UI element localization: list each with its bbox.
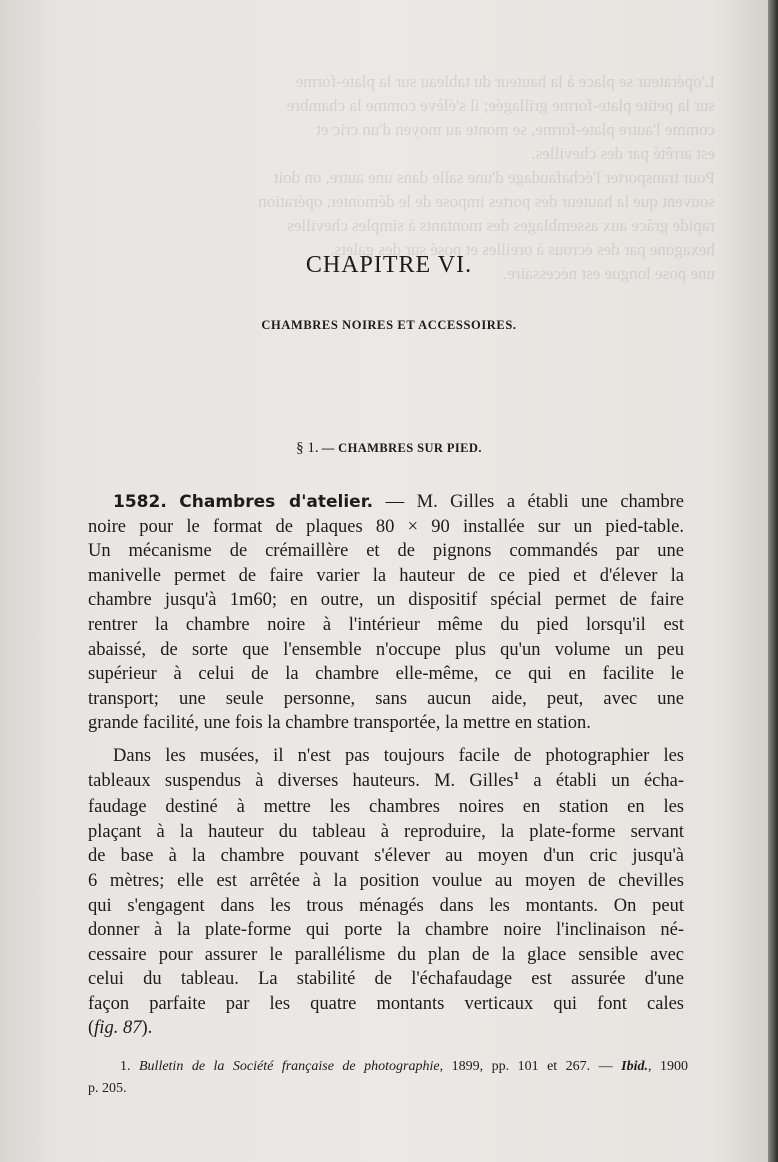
figure-reference-line xyxy=(88,1016,684,1041)
text-segment: tableaux suspendus à diverses hauteurs. M. Gilles xyxy=(88,770,514,791)
footnote-details: , 1899, pp. 101 et 267. — xyxy=(439,1059,622,1074)
bleed-line: est arrêté par des chevilles. xyxy=(531,144,715,163)
bleed-line: Pour transporter l'échafaudage d'une salle dans une autre, on doit xyxy=(273,168,715,187)
text-line: abaissé, de sorte que l'ensemble n'occupe plus qu'un volume un peu xyxy=(88,639,684,660)
paragraph-number: 1582. xyxy=(113,492,167,512)
body-text xyxy=(88,490,684,1041)
text-line: 6 mètres; elle est arrêtée à la position voulue au moyen de chevilles xyxy=(88,870,684,891)
bleed-line: souvent que la hauteur des portes impose de le démonter, opération xyxy=(258,192,715,211)
text-line: plaçant à la hauteur du tableau à reproduire, la plate-forme servant xyxy=(88,821,684,842)
paragraph-heading-line xyxy=(88,490,684,515)
footnote-page: p. 205. xyxy=(88,1081,127,1096)
text-line: chambre jusqu'à 1m60; en outre, un dispositif spécial permet de faire xyxy=(88,590,684,611)
section-heading xyxy=(0,440,778,457)
text-line: rentrer la chambre noire à l'intérieur même du pied lorsqu'il est xyxy=(88,614,684,635)
text-line: façon parfaite par les quatre montants verticaux qui font cales xyxy=(88,993,684,1014)
section-number: § 1. xyxy=(296,440,319,456)
text-segment: a établi un écha- xyxy=(519,770,684,791)
text-line: grande facilité, une fois la chambre transportée, la mettre en station. xyxy=(88,713,591,734)
section-title: — CHAMBRES SUR PIED. xyxy=(321,441,482,455)
footnote-line xyxy=(88,1056,688,1078)
text-line: Un mécanisme de crémaillère et de pignons commandés par une xyxy=(88,541,684,562)
text-segment: — M. Gilles a établi une chambre xyxy=(385,492,685,512)
bleed-line: rapide grâce aux assemblages des montants à simples chevilles xyxy=(287,216,715,235)
footnote xyxy=(88,1056,688,1100)
chapter-subtitle: CHAMBRES NOIRES ET ACCESSOIRES. xyxy=(261,318,517,332)
paragraph-title: Chambres d'atelier. xyxy=(179,492,374,512)
bleed-line: une pose longue est nécessaire. xyxy=(503,264,715,283)
bleed-line: hexagone par des écrous à oreilles et posé sur des galets. xyxy=(330,240,715,259)
text-line: Dans les musées, il n'est pas toujours facile de photographier les xyxy=(113,745,684,766)
figure-reference[interactable]: fig. 87 xyxy=(94,1018,142,1039)
paren-open: ( xyxy=(88,1018,95,1039)
bleed-line: L'opérateur se place à la hauteur du tableau sur la plate-forme xyxy=(295,72,715,91)
paren-close: ). xyxy=(141,1018,153,1039)
text-line: qui s'engagent dans les trous ménagés dans les montants. On peut xyxy=(88,895,684,916)
bleed-line: sur la petite plate-forme grillagée; il s'élève comme la chambre xyxy=(286,96,715,115)
text-line: noire pour le format de plaques 80 × 90 installée sur un pied-table. xyxy=(88,516,684,537)
text-line: donner à la plate-forme qui porte la chambre noire l'inclinaison né- xyxy=(88,920,684,941)
bleed-line: comme l'autre plate-forme, se monte au moyen d'un cric et xyxy=(316,120,715,139)
book-spine-edge xyxy=(768,0,778,1162)
text-line: manivelle permet de faire varier la hauteur de ce pied et d'élever la xyxy=(88,565,684,586)
text-line: de base à la chambre pouvant s'élever au moyen d'un cric jusqu'à xyxy=(88,846,684,867)
text-line: cessaire pour assurer le parallélisme du plan de la glace sensible avec xyxy=(88,944,684,965)
text-line: supérieur à celui de la chambre elle-même, ce qui en facilite le xyxy=(88,664,684,685)
footnote-number: 1. xyxy=(120,1059,131,1074)
paragraph-gap xyxy=(88,736,684,744)
text-line-with-note xyxy=(88,769,684,796)
text-line: celui du tableau. La stabilité de l'échafaudage est assurée d'une xyxy=(88,969,684,990)
text-line: faudage destiné à mettre les chambres noires en station en les xyxy=(88,797,684,818)
bleed-through-text xyxy=(75,70,715,340)
chapter-title: CHAPITRE VI. xyxy=(305,252,473,278)
text-line: transport; une seule personne, sans aucun aide, peut, avec une xyxy=(88,688,684,709)
footnote-reference[interactable]: 1 xyxy=(513,769,520,782)
footnote-source: Bulletin de la Société française de photographie xyxy=(139,1059,440,1074)
footnote-year: , 1900 xyxy=(648,1059,689,1074)
footnote-ibid: Ibid. xyxy=(621,1059,649,1074)
